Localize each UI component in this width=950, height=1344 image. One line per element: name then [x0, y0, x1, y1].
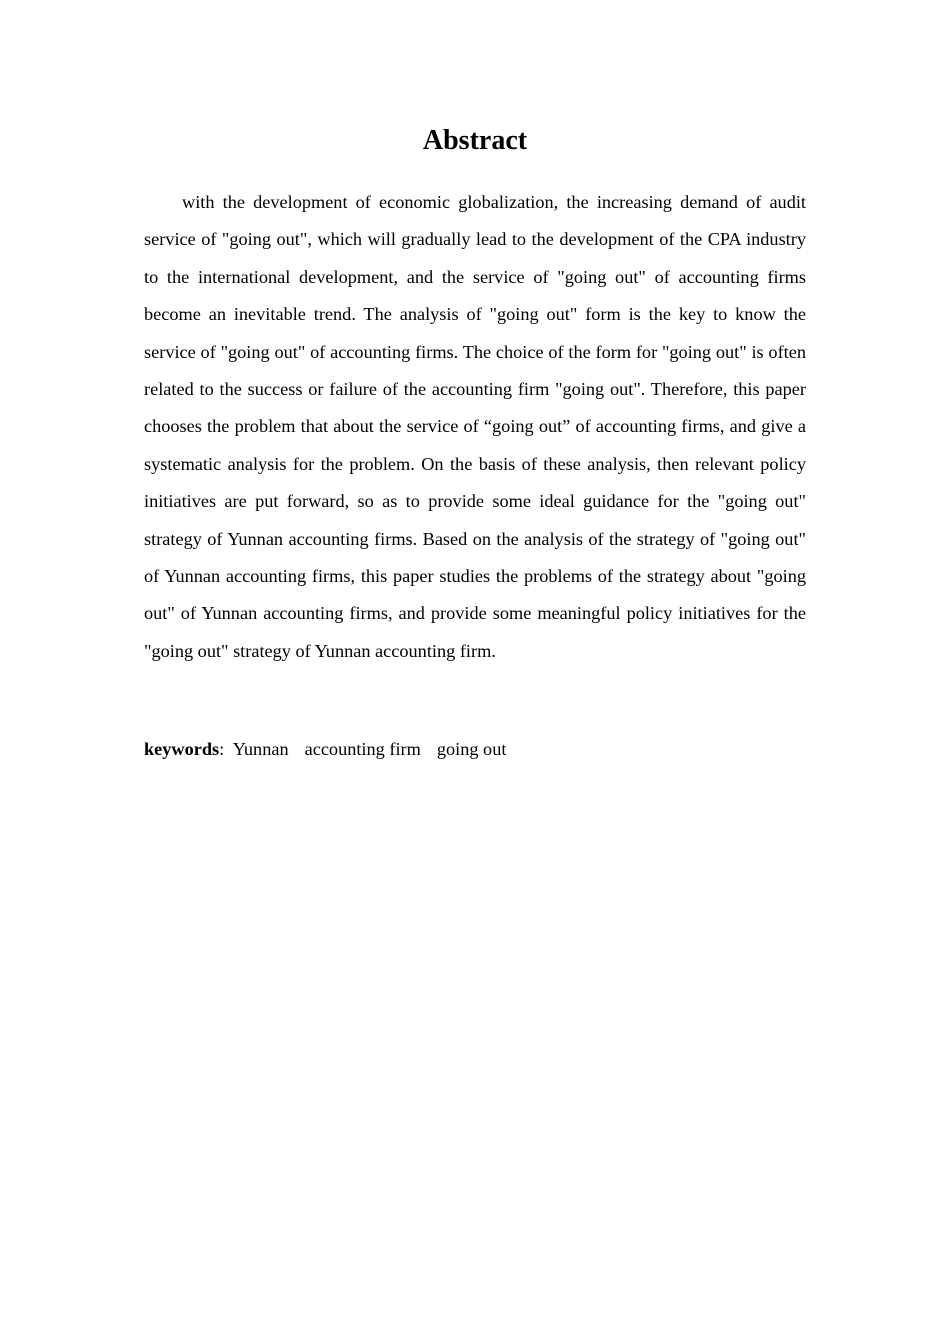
keyword-item: accounting firm [304, 739, 421, 759]
keyword-item: Yunnan [232, 739, 289, 759]
abstract-body: with the development of economic globalization, the increasing demand of audit service of "going out", which will gradually lead to the development of the CPA industry to the international development, and the service of "going out" of accounting firms become an inevitable trend. The analysis of "going out" form is the key to know the service of "going out" of accounting firms. The choice of the form for "going out" is often related to the success or failure of the accounting firm "going out". Therefore, this paper chooses the problem that about the service of “going out” of accounting firms, and give a systematic analysis for the problem. On the basis of these analysis, then relevant policy initiatives are put forward, so as to provide some ideal guidance for the "going out" strategy of Yunnan accounting firms. Based on the analysis of the strategy of "going out" of Yunnan accounting firms, this paper studies the problems of the strategy about "going out" of Yunnan accounting firms, and provide some meaningful policy initiatives for the "going out" strategy of Yunnan accounting firm. [144, 192, 806, 661]
keywords-line [144, 731, 806, 767]
keywords-separator: : [219, 739, 225, 759]
abstract-title: Abstract [422, 125, 528, 156]
keyword-item: going out [436, 739, 507, 759]
keywords-label: keywords [144, 739, 220, 759]
